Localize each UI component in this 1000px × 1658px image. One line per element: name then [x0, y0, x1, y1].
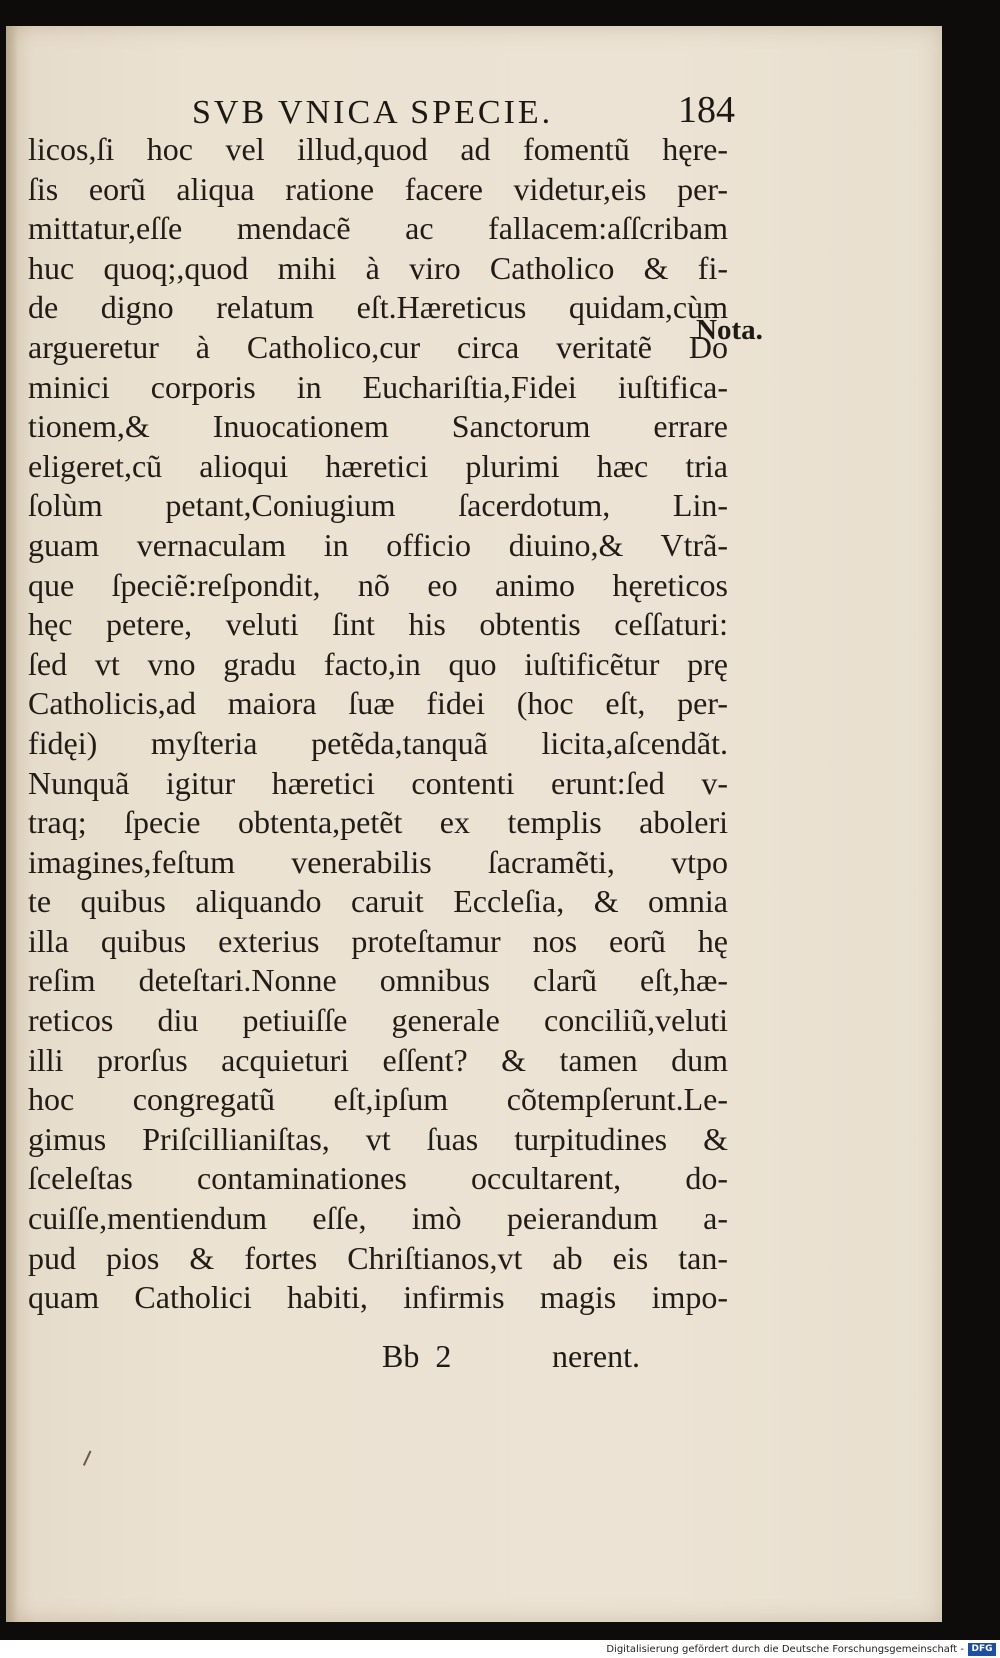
text-line: te quibus aliquando caruit Eccleſia, & omnia [28, 883, 728, 920]
text-line: cuiſſe,mentiendum eſſe, imò peierandum a- [28, 1200, 728, 1237]
text-line: minici corporis in Euchariſtia,Fidei iuſtifica- [28, 368, 728, 405]
marginal-note: Nota. [696, 314, 763, 346]
text-line: reſim deteſtari.Nonne omnibus clarũ eſt,hæ- [28, 962, 728, 999]
page-number: 184 [678, 89, 735, 131]
page-gutter-shadow [6, 26, 18, 1622]
text-line: pud pios & fortes Chriſtianos,vt ab eis tan- [28, 1239, 728, 1276]
text-line: ſed vt vno gradu facto,in quo iuſtificẽtur prę [28, 645, 728, 682]
text-line: ſis eorũ aliqua ratione facere videtur,eis per- [28, 170, 728, 207]
text-line: tionem,& Inuocationem Sanctorum errare [28, 408, 728, 445]
text-line: fidęi) myſteria petẽda,tanquã licita,aſcendãt. [28, 724, 728, 761]
text-line: hoc congregatũ eſt,ipſum cõtempſerunt.Le- [28, 1081, 728, 1118]
text-line: gimus Priſcillianiſtas, vt ſuas turpitudines & [28, 1120, 728, 1157]
text-line: guam vernaculam in officio diuino,& Vtrã- [28, 526, 728, 563]
text-line: illi prorſus acquieturi eſſent? & tamen dum [28, 1041, 728, 1078]
text-line: mittatur,eſſe mendacẽ ac fallacem:aſſcribam [28, 210, 728, 247]
dfg-logo: DFG [968, 1643, 996, 1656]
text-line: licos,ſi hoc vel illud,quod ad fomentũ hęre- [28, 131, 728, 167]
catchword: nerent. [552, 1338, 640, 1374]
text-line: quam Catholici habiti, infirmis magis impo- [28, 1279, 728, 1316]
digitization-credit: Digitalisierung gefördert durch die Deutsche Forschungsgemeinschaft - [606, 1644, 964, 1655]
text-line: argueretur à Catholico,cur circa veritatẽ Do [28, 328, 728, 365]
text-line: que ſpeciẽ:reſpondit, nõ eo animo hęreticos [28, 566, 728, 603]
ink-speck [83, 1450, 95, 1467]
signature-mark: Bb 2 [382, 1338, 452, 1374]
running-title: SVB VNICA SPECIE. [192, 94, 554, 131]
text-line: reticos diu petiuiſſe generale conciliũ,veluti [28, 1002, 728, 1039]
text-line: eligeret,cũ alioqui hæretici plurimi hæc tria [28, 447, 728, 484]
text-line: traq; ſpecie obtenta,petẽt ex templis aboleri [28, 804, 728, 841]
text-line: Nunquã igitur hæretici contenti erunt:ſed v- [28, 764, 728, 801]
text-line: illa quibus exterius proteſtamur nos eorũ hę [28, 922, 728, 959]
text-line: ſolùm petant,Coniugium ſacerdotum, Lin- [28, 487, 728, 524]
text-line: imagines,feſtum venerabilis ſacramẽti, vtpo [28, 843, 728, 880]
book-page [6, 26, 942, 1622]
text-line: de digno relatum eſt.Hæreticus quidam,cùm [28, 289, 728, 326]
body-text [28, 130, 728, 1318]
text-line: huc quoq;,quod mihi à viro Catholico & fi- [28, 249, 728, 286]
text-line: ſceleſtas contaminationes occultarent, do- [28, 1160, 728, 1197]
text-line: hęc petere, veluti ſint his obtentis ceſſaturi: [28, 606, 728, 643]
text-line: Catholicis,ad maiora ſuæ fidei (hoc eſt, per- [28, 685, 728, 722]
